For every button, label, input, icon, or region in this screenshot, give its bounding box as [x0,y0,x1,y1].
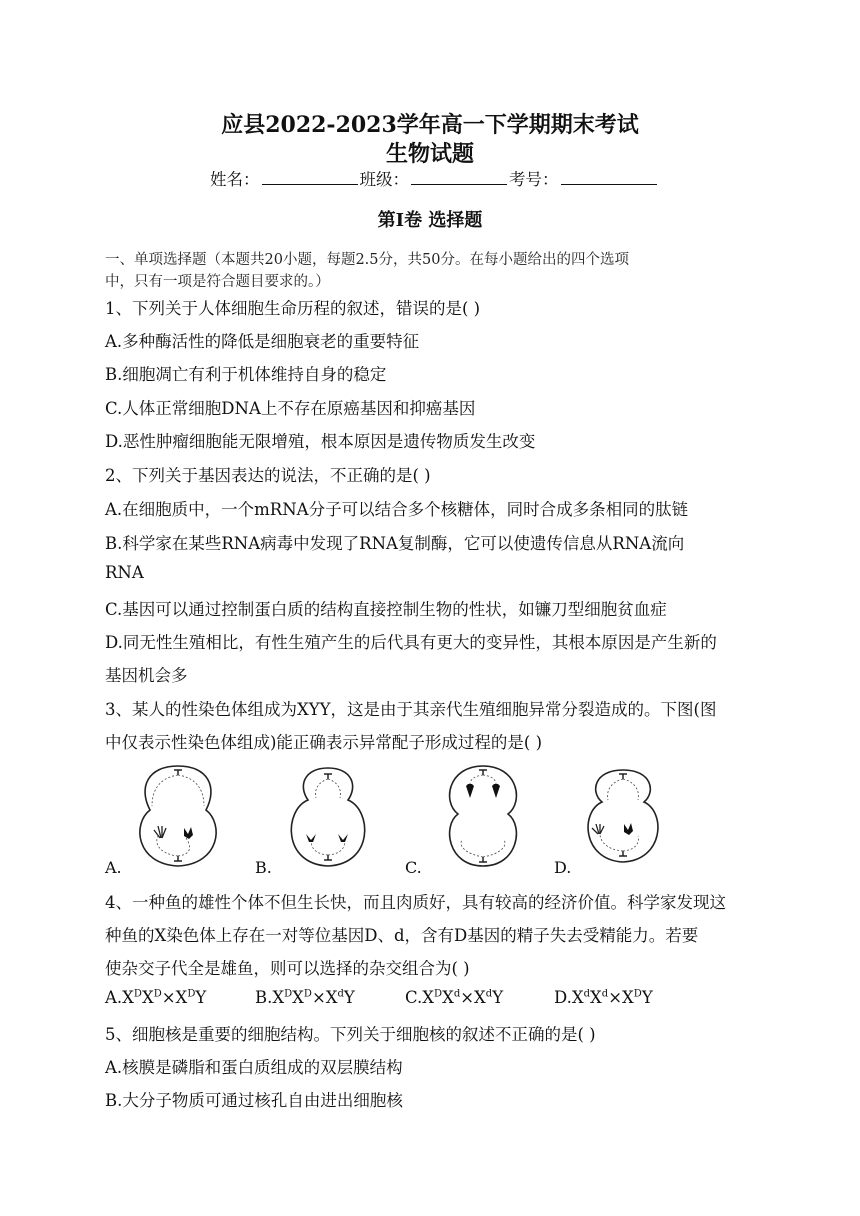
cell-diagram-a [128,762,228,870]
q4-option-a: $A.X^DX^D\times X^DY$ [105,988,207,1007]
name-blank[interactable] [262,170,358,185]
q2-option-d-line2: 基因机会多 [105,666,188,685]
student-info-line [210,166,659,190]
number-blank[interactable] [561,170,657,185]
exam-subtitle: 生物试题 [385,141,474,167]
q2-option-b-line1: B.科学家在某些RNA病毒中发现了RNA复制酶，它可以使遗传信息从RNA流向 [105,534,685,553]
name-label: 姓名： [210,170,260,189]
q5-option-a: A.核膜是磷脂和蛋白质组成的双层膜结构 [105,1058,403,1077]
q4-stem-line2: 种鱼的X染色体上存在一对等位基因D、d，含有D基因的精子失去受精能力。若要 [105,926,699,945]
q5-stem: 5、细胞核是重要的细胞结构。下列关于细胞核的叙述不正确的是( ) [105,1025,596,1044]
q2-option-a: A.在细胞质中，一个mRNA分子可以结合多个核糖体，同时合成多条相同的肽链 [105,500,689,519]
q1-option-c: C.人体正常细胞DNA上不存在原癌基因和抑癌基因 [105,399,476,418]
q3-stem-line1: 3、某人的性染色体组成为XYY，这是由于其亲代生殖细胞异常分裂造成的。下图(图 [105,700,717,719]
q1-option-b: B.细胞凋亡有利于机体维持自身的稳定 [105,365,387,384]
q3-stem-line2: 中仅表示性染色体组成)能正确表示异常配子形成过程的是( ) [105,733,543,752]
cell-diagram-c [438,762,528,870]
q3-label-b: B. [255,858,272,877]
instructions-line-1: 一、单项选择题（本题共20小题，每题2.5分，共50分。在每小题给出的四个选项 [105,252,629,268]
q5-option-b: B.大分子物质可通过核孔自由进出细胞核 [105,1091,403,1110]
section-title: 第Ⅰ卷 选择题 [377,210,483,231]
q2-option-c: C.基因可以通过控制蛋白质的结构直接控制生物的性状，如镰刀型细胞贫血症 [105,600,667,619]
q2-option-d-line1: D.同无性生殖相比，有性生殖产生的后代具有更大的变异性，其根本原因是产生新的 [105,633,717,652]
instructions-line-2: 中，只有一项是符合题目要求的。） [105,274,330,290]
q3-label-a: A. [105,858,122,877]
q1-option-d: D.恶性肿瘤细胞能无限增殖，根本原因是遗传物质发生改变 [105,432,536,451]
q3-label-d: D. [554,858,572,877]
cell-diagram-b [278,764,378,870]
q4-stem-line1: 4、一种鱼的雄性个体不但生长快，而且肉质好，具有较高的经济价值。科学家发现这 [105,893,726,912]
q2-stem: 2、下列关于基因表达的说法，不正确的是( ) [105,466,431,485]
cell-diagram-d [578,766,668,866]
number-label: 考号： [509,170,559,189]
class-label: 班级： [359,170,409,189]
q3-label-c: C. [405,858,422,877]
exam-title: 应县2022-2023学年高一下学期期末考试 [221,112,639,138]
q2-option-b-line2: RNA [105,563,144,582]
class-blank[interactable] [411,170,507,185]
q4-stem-line3: 使杂交子代全是雄鱼，则可以选择的杂交组合为( ) [105,959,470,978]
q4-option-b: $B.X^DX^D\times X^dY$ [255,988,355,1007]
q1-stem: 1、下列关于人体细胞生命历程的叙述，错误的是( ) [105,299,481,318]
q4-option-d: $D.X^dX^d\times X^DY$ [554,988,653,1007]
q4-option-c: $C.X^DX^d\times X^dY$ [405,988,504,1007]
q1-option-a: A.多种酶活性的降低是细胞衰老的重要特征 [105,332,420,351]
